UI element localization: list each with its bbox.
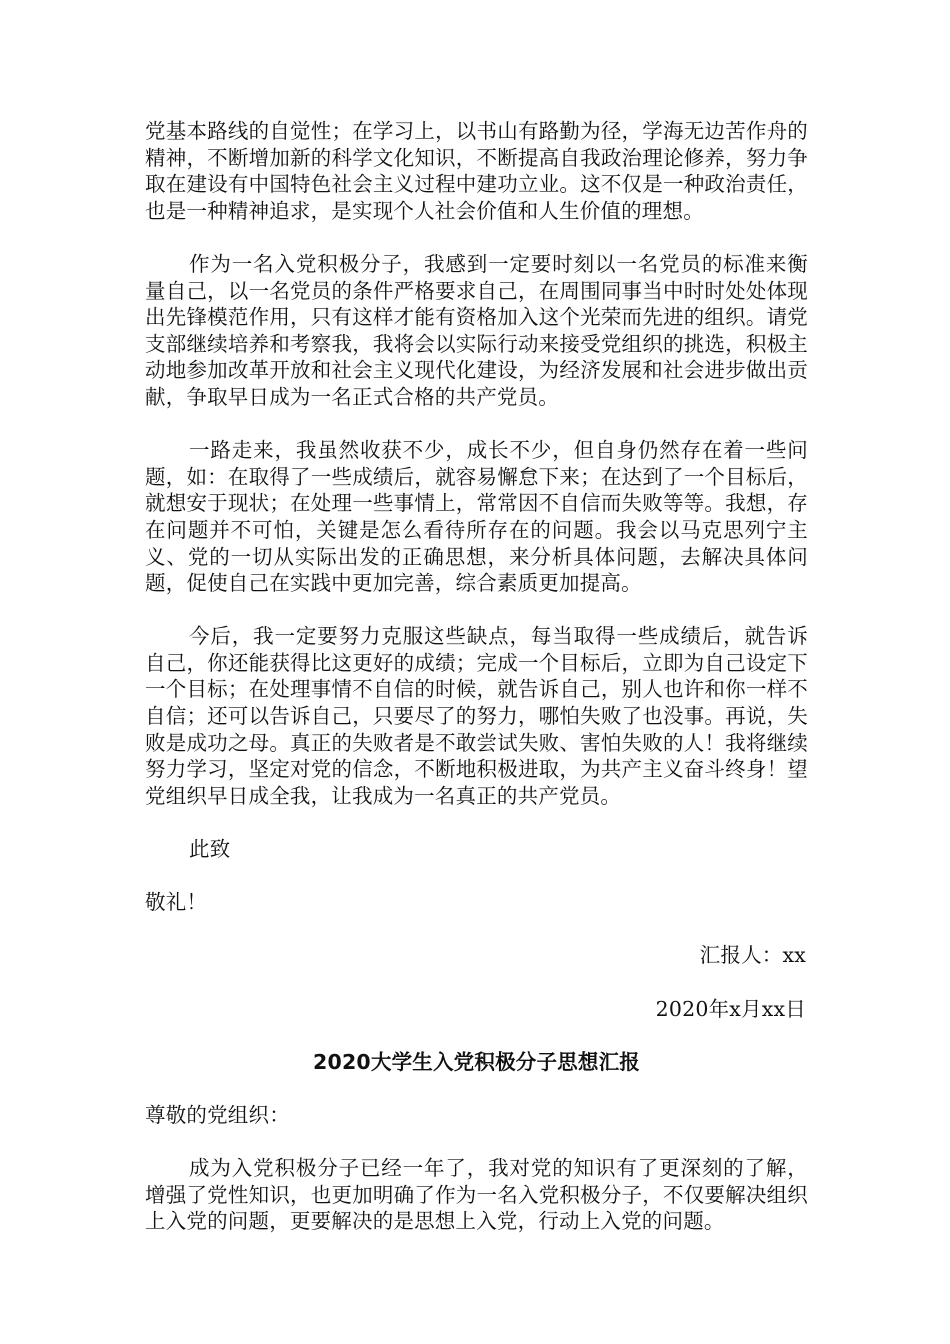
paragraph-continued: 党基本路线的自觉性；在学习上，以书山有路勤为径，学海无边苦作舟的精神，不断增加新的科学文化知识，不断提高自我政治理论修养，努力争取在建设有中国特色社会主义过程中建功立业。这不仅是一种政治责任，也是一种精神追求，是实现个人社会价值和人生价值的理想。 — [145, 119, 808, 223]
report-date: 2020年x月xx日 — [655, 996, 806, 1021]
salutation: 敬礼！ — [145, 890, 208, 915]
paragraph-future-plan: 今后，我一定要努力克服这些缺点，每当取得一些成绩后，就告诉自己，你还能获得比这更好的成绩；完成一个目标后，立即为自己设定下一个目标；在处理事情不自信的时候，就告诉自己，别人也许和你一样不自信；还可以告诉自己，只要尽了的努力，哪怕失败了也没事。再说，失败是成功之母。真正的失败者是不敢尝试失败、害怕失败的人！我将继续努力学习，坚定对党的信念，不断地积极进取，为共产主义奋斗终身！望党组织早日成全我，让我成为一名真正的共产党员。 — [145, 624, 808, 808]
document-page — [145, 118, 808, 1235]
closing-text: 此致 — [189, 837, 231, 862]
reporter-signature: 汇报人：xx — [699, 943, 806, 968]
paragraph-activist-standard: 作为一名入党积极分子，我感到一定要时刻以一名党员的标准来衡量自己，以一名党员的条件严格要求自己，在周围同事当中时时处处体现出先锋模范作用，只有这样才能有资格加入这个光荣而先进的组织。请党支部继续培养和考察我，我将会以实际行动来接受党组织的挑选，积极主动地参加改革开放和社会主义现代化建设，为经济发展和社会进步做出贡献，争取早日成为一名正式合格的共产党员。 — [145, 251, 808, 409]
paragraph-intro: 成为入党积极分子已经一年了，我对党的知识有了更深刻的了解，增强了党性知识，也更加明确了作为一名入党积极分子，不仅要解决组织上入党的问题，更要解决的是思想上入党，行动上入党的问题。 — [145, 1156, 808, 1234]
greeting: 尊敬的党组织： — [145, 1102, 290, 1127]
paragraph-self-reflection: 一路走来，我虽然收获不少，成长不少，但自身仍然存在着一些问题，如：在取得了一些成绩后，就容易懈怠下来；在达到了一个目标后，就想安于现状；在处理一些事情上，常常因不自信而失败等等。我想，存在问题并不可怕，关键是怎么看待所存在的问题。我会以马克思列宁主义、党的一切从实际出发的正确思想，来分析具体问题，去解决具体问题，促使自己在实践中更加完善，综合素质更加提高。 — [145, 438, 808, 596]
section-title: 2020大学生入党积极分子思想汇报 — [313, 1049, 640, 1074]
